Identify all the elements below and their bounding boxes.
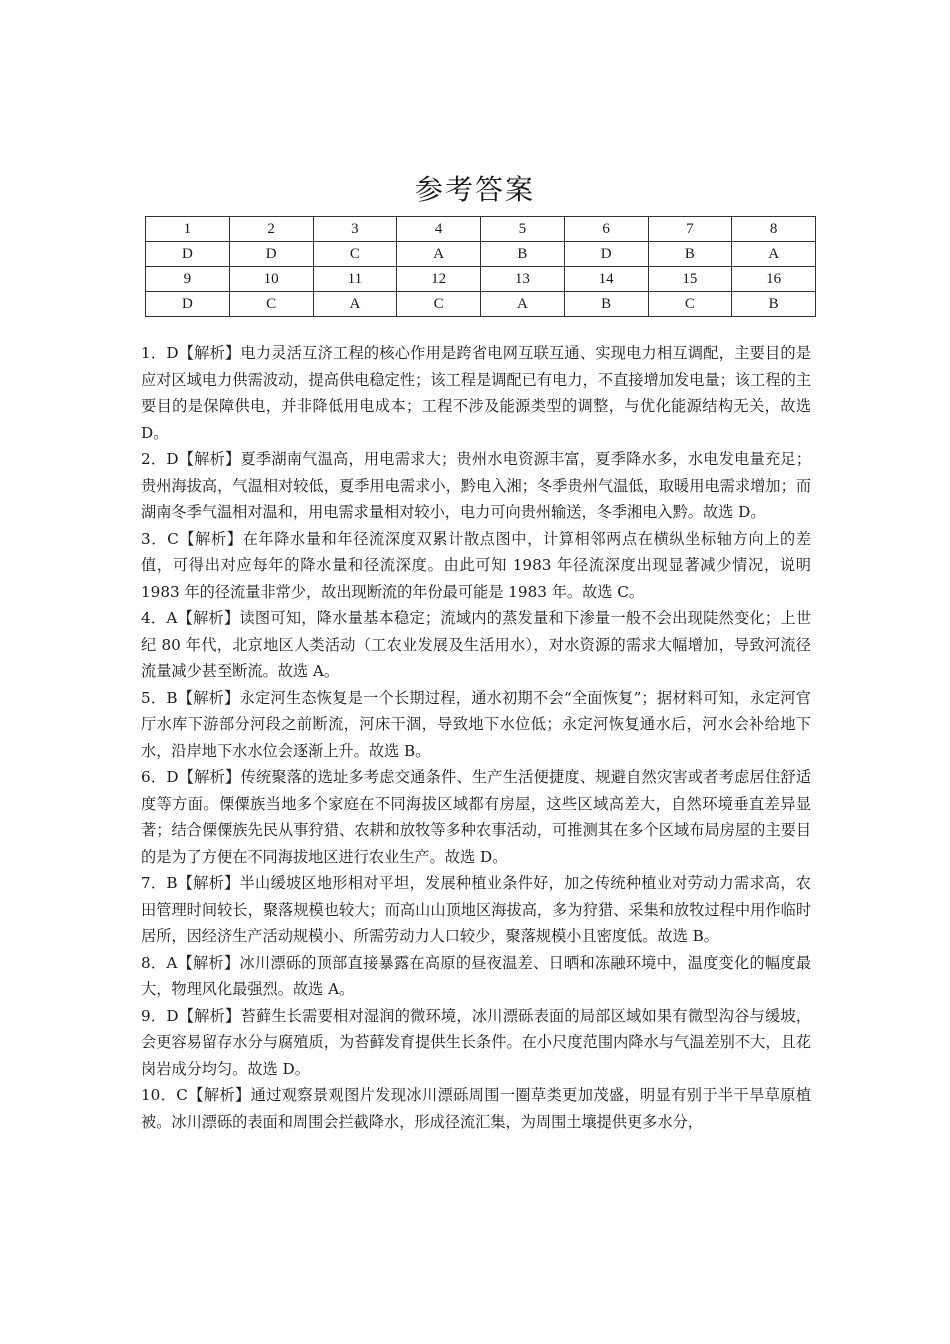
answer-letter: C	[167, 529, 179, 548]
table-cell: D	[229, 242, 313, 267]
explanation-text: 在年降水量和年径流深度双累计散点图中，计算相邻两点在横纵坐标轴方向上的差值，可得出对应每年的降水量和径流深度。由此可知 1983 年径流深度出现显著减少情况，说明 1983 年的径流量非常少，故出现断流的年份最可能是 1983 年。故选 C。	[141, 529, 812, 601]
answer-table	[145, 216, 816, 317]
table-cell: B	[564, 292, 648, 317]
answer-row	[146, 292, 816, 317]
explanation-text: 半山缓坡区地形相对平坦，发展种植业条件好，加之传统种植业对劳动力需求高，农田管理时间较长，聚落规模也较大；而高山山顶地区海拔高，多为狩猎、采集和放牧过程中用作临时居所，因经济生产活动规模小、所需劳动力人口较少，聚落规模小且密度低。故选 B。	[141, 874, 811, 945]
table-cell: 15	[648, 267, 732, 292]
table-cell: A	[732, 242, 816, 267]
question-number: 5．	[141, 688, 167, 707]
explanation-item	[141, 340, 811, 446]
question-number: 6．	[141, 768, 167, 786]
question-number: 7．	[141, 874, 167, 892]
explanation-text: 传统聚落的选址多考虑交通条件、生产生活便捷度、规避自然灾害或者考虑居住舒适度等方面。傈僳族当地多个家庭在不同海拔区域都有房屋，这些区域高差大，自然环境垂直差异显著；结合傈僳族先民从事狩猎、农耕和放牧等多种农事活动，可推测其在多个区域布局房屋的主要目的是为了方便在不同海拔地区进行农业生产。故选 D。	[141, 768, 812, 866]
question-number: 9．	[141, 1006, 167, 1025]
table-cell: C	[397, 292, 481, 317]
explanation-text: 苔藓生长需要相对湿润的微环境，冰川漂砾表面的局部区域如果有微型沟谷与缓坡，会更容易留存水分与腐殖质，为苔藓发育提供生长条件。在小尺度范围内降水与气温差别不大，且花岗岩成分均匀。故选 D。	[141, 1006, 812, 1078]
table-cell: 3	[313, 217, 397, 242]
analysis-tag: 【解析】	[177, 953, 240, 972]
analysis-tag: 【解析】	[178, 529, 243, 548]
table-cell: 16	[732, 267, 816, 292]
answer-letter: A	[166, 953, 178, 972]
question-number: 1．	[141, 344, 167, 362]
question-number: 2．	[141, 450, 167, 468]
table-cell: 5	[481, 217, 565, 242]
explanation-item	[141, 950, 811, 1003]
answer-letter: C	[176, 1086, 188, 1104]
table-cell: 7	[648, 217, 732, 242]
table-cell: A	[481, 292, 565, 317]
table-cell: 11	[313, 267, 397, 292]
explanation-item	[141, 605, 811, 685]
question-number: 3．	[141, 529, 168, 548]
table-cell: A	[313, 292, 397, 317]
analysis-tag: 【解析】	[178, 768, 241, 786]
question-number: 4．	[141, 609, 167, 627]
table-cell: C	[229, 292, 313, 317]
answer-letter: D	[166, 344, 179, 362]
question-number: 10．	[141, 1086, 177, 1104]
table-cell: 2	[229, 217, 313, 242]
table-cell: C	[313, 242, 397, 267]
table-cell: 9	[146, 267, 230, 292]
table-cell: B	[481, 242, 565, 267]
table-cell: 14	[564, 267, 648, 292]
analysis-tag: 【解析】	[177, 874, 240, 892]
table-cell: 4	[397, 217, 481, 242]
table-cell: D	[146, 292, 230, 317]
explanation-text: 读图可知，降水量基本稳定；流域内的蒸发量和下渗量一般不会出现陡然变化；上世纪 80 年代，北京地区人类活动（工农业发展及生活用水），对水资源的需求大幅增加，导致河流径流量减少甚至断流。故选 A。	[141, 609, 812, 680]
answer-row	[146, 242, 816, 267]
table-cell: C	[648, 292, 732, 317]
table-cell: B	[732, 292, 816, 317]
table-cell: 13	[481, 267, 565, 292]
table-cell: 10	[229, 267, 313, 292]
question-number-row	[146, 217, 816, 242]
analysis-tag: 【解析】	[178, 1006, 241, 1025]
question-number: 8．	[141, 953, 167, 972]
table-cell: 12	[397, 267, 481, 292]
table-cell: A	[397, 242, 481, 267]
analysis-tag: 【解析】	[178, 344, 241, 362]
answer-letter: D	[166, 1006, 179, 1025]
answer-letter: B	[166, 688, 178, 707]
explanation-item	[141, 526, 811, 606]
question-number-row	[146, 267, 816, 292]
answer-letter: B	[166, 874, 178, 892]
answer-letter: A	[166, 609, 178, 627]
explanation-item	[141, 685, 811, 765]
explanation-text: 夏季湖南气温高，用电需求大；贵州水电资源丰富，夏季降水多，水电发电量充足；贵州海拔高，气温相对较低，夏季用电需求小，黔电入湘；冬季贵州气温低，取暖用电需求增加；而湖南冬季气温相对温和，用电需求量相对较小，电力可向贵州输送，冬季湘电入黔。故选 D。	[141, 450, 812, 521]
explanation-text: 电力灵活互济工程的核心作用是跨省电网互联互通、实现电力相互调配，主要目的是应对区域电力供需波动，提高供电稳定性；该工程是调配已有电力，不直接增加发电量；该工程的主要目的是保障供电，并非降低用电成本；工程不涉及能源类型的调整，与优化能源结构无关，故选 D。	[141, 344, 812, 442]
analysis-tag: 【解析】	[178, 450, 241, 468]
table-cell: B	[648, 242, 732, 267]
table-cell: D	[564, 242, 648, 267]
analysis-tag: 【解析】	[177, 609, 240, 627]
explanation-list	[141, 340, 811, 1135]
explanation-item	[141, 1082, 811, 1135]
explanation-item	[141, 764, 811, 870]
page-title: 参考答案	[414, 173, 535, 206]
answer-letter: D	[166, 450, 179, 468]
explanation-text: 永定河生态恢复是一个长期过程，通水初期不会“全面恢复”；据材料可知，永定河官厅水库下游部分河段之前断流，河床干涸，导致地下水位低；永定河恢复通水后，河水会补给地下水，沿岸地下水水位会逐渐上升。故选 B。	[141, 688, 811, 760]
analysis-tag: 【解析】	[187, 1086, 251, 1104]
table-cell: 8	[732, 217, 816, 242]
table-cell: D	[146, 242, 230, 267]
explanation-text: 通过观察景观图片发现冰川漂砾周围一圈草类更加茂盛，明显有别于半干旱草原植被。冰川漂砾的表面和周围会拦截降水，形成径流汇集，为周围土壤提供更多水分，	[141, 1086, 812, 1131]
table-cell: 1	[146, 217, 230, 242]
explanation-item	[141, 1003, 811, 1083]
explanation-item	[141, 446, 811, 526]
answer-letter: D	[166, 768, 179, 786]
table-cell: 6	[564, 217, 648, 242]
analysis-tag: 【解析】	[177, 688, 240, 707]
explanation-text: 冰川漂砾的顶部直接暴露在高原的昼夜温差、日晒和冻融环境中，温度变化的幅度最大，物理风化最强烈。故选 A。	[141, 953, 812, 998]
explanation-item	[141, 870, 811, 950]
